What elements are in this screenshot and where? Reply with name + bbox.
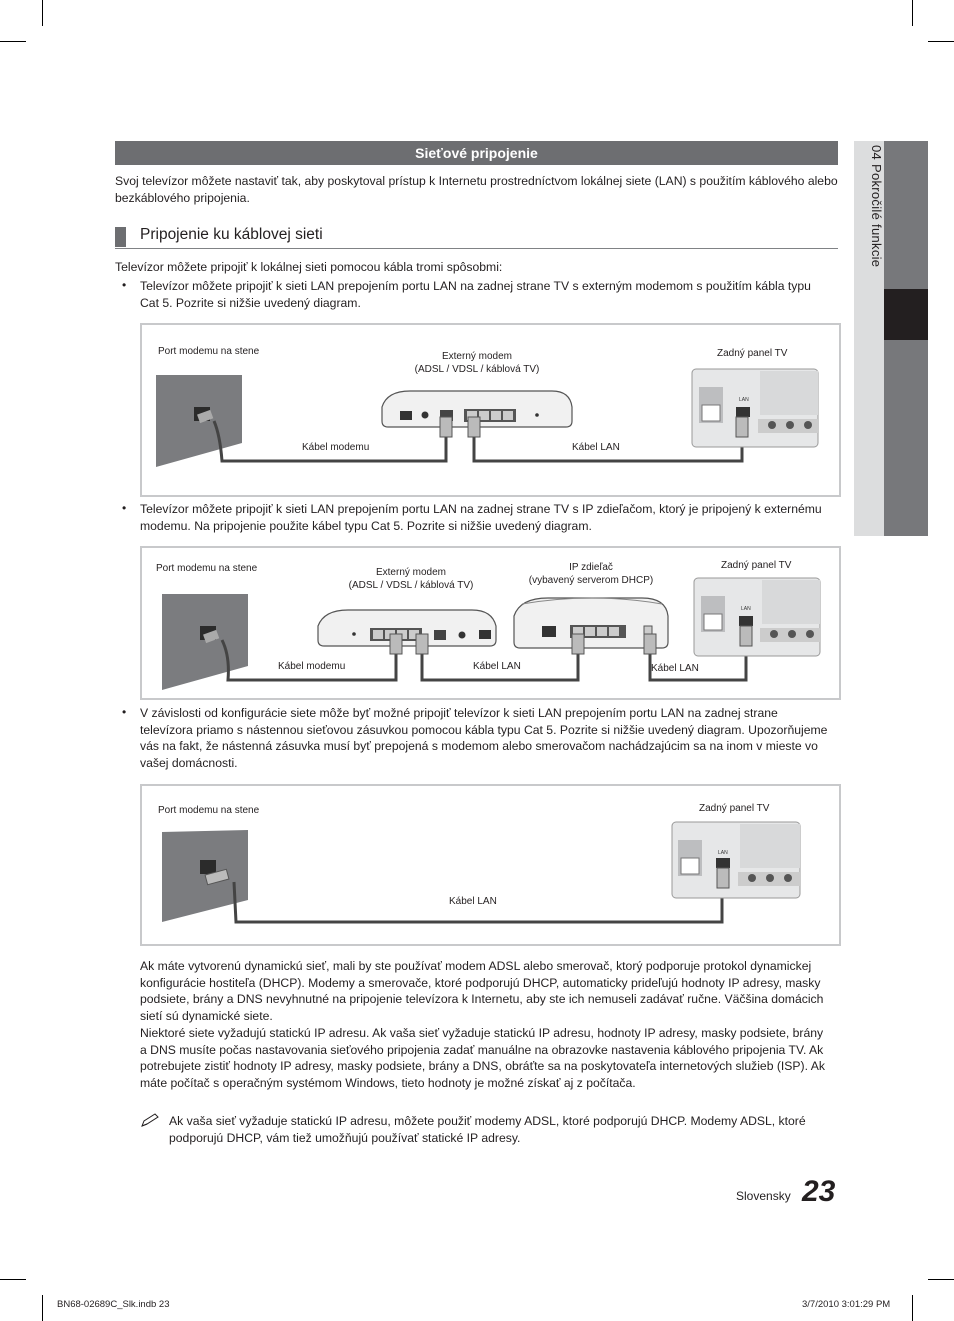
diagram-modem [140, 323, 841, 497]
tv-lan-label: LAN [739, 397, 749, 403]
subheading-text: Pripojenie ku káblovej sieti [140, 226, 323, 243]
ip-sharer-label [516, 561, 666, 587]
bullet-1-text: Televízor môžete pripojiť k sieti LAN prepojením portu LAN na zadnej strane TV s externým modemom s použitím kábla typu Cat 5. Pozrite si nižšie uvedený diagram. [140, 279, 811, 310]
wall-plate [162, 594, 248, 690]
static-network-paragraph: Niektoré siete vyžadujú statickú IP adresu. Ak vaša sieť vyžaduje statickú IP adresu, hodnoty IP adresy, masky podsiete, brány a DNS musíte počas nastavovania sieťového pripojenia zadať manuálne na obrazovke nastavenia káblového pripojenia TV. Ak potrebujete zistiť hodnoty IP adresy, masky podsiete, brány a DNS, obráťte sa na poskytovateľa internetových služieb (ISP). Ak máte počítač s operačným systémom Windows, tieto hodnoty je možné získať aj z počítača. [140, 1026, 825, 1090]
tv-lan-label: LAN [741, 606, 751, 612]
crop-mark [42, 0, 43, 26]
bullet-3-text: V závislosti od konfigurácie siete môže byť možné pripojiť televízor k sieti LAN prepojením portu LAN na zadnej strane televízora priamo s nástennou sieťovou zásuvkou pomocou kábla typu Cat 5. Pozrite si nižšie uvedený diagram. Upozorňujeme vás na fakt, že nástenná zásuvka musí byť prepojená s modemom alebo smerovačom nachádzajúcim sa na inom v mieste vo vašej domácnosti. [140, 706, 828, 770]
modem-label-line2: (ADSL / VDSL / káblová TV) [348, 580, 474, 591]
modem-label-line1: Externý modem [441, 351, 513, 362]
intro-paragraph: Svoj televízor môžete nastaviť tak, aby poskytoval prístup k Internetu prostredníctvom lokálnej siete (LAN) s použitím káblového alebo bezkáblového pripojenia. [115, 174, 838, 205]
modem-label [402, 350, 552, 376]
diagram-sharer [140, 546, 841, 700]
bullet-dot: • [122, 501, 127, 515]
bullet-dot: • [122, 278, 127, 292]
note-text: Ak vaša sieť vyžaduje statickú IP adresu, môžete použiť modemy ADSL, ktoré podporujú DHCP. Modemy ADSL, ktoré podporujú DHCP, vám tiež umožňujú používať statické IP adresy. [169, 1114, 806, 1145]
lead-paragraph: Televízor môžete pripojiť k lokálnej sieti pomocou kábla tromi spôsobmi: [115, 260, 503, 274]
footer-file: BN68-02689C_Slk.indb 23 [57, 1299, 170, 1310]
crop-mark [912, 0, 913, 26]
modem-label-line2: (ADSL / VDSL / káblová TV) [414, 364, 540, 375]
crop-mark [912, 1295, 913, 1321]
active-tab-marker [884, 289, 928, 340]
cable-lan-label: Kábel LAN [572, 442, 620, 453]
subheading [115, 226, 838, 249]
crop-mark [0, 41, 26, 42]
cable-modem-label: Kábel modemu [302, 442, 370, 453]
ip-sharer-label-line1: IP zdieľač [569, 562, 613, 573]
diagram-wall [140, 784, 841, 946]
wall-port-label: Port modemu na stene [158, 346, 260, 357]
pencil-icon [140, 1113, 160, 1129]
dynamic-network-paragraph: Ak máte vytvorenú dynamickú sieť, mali by ste používať modem ADSL alebo smerovač, ktorý podporuje protokol dynamickej konfigurácie hostiteľa (DHCP). Modemy a smerovače, ktoré podporujú DHCP, automaticky prideľujú hodnoty IP adresy, masky podsiete, brány a DNS nevyhnutné na pripojenie televízora k Internetu, aby ste ich nemuseli zadávať ručne. Väčšina domácich sietí sú dynamické siete. [140, 959, 824, 1023]
page-number: 23 [802, 1175, 836, 1208]
tv-panel-label: Zadný panel TV [717, 348, 788, 359]
wall-port-label: Port modemu na stene [158, 805, 260, 816]
crop-mark [928, 1279, 954, 1280]
chapter-side-tab [854, 141, 928, 536]
tv-lan-label: LAN [718, 850, 728, 856]
cable-lan-label: Kábel LAN [449, 896, 497, 907]
crop-mark [42, 1295, 43, 1321]
section-banner: Sieťové pripojenie [115, 141, 838, 165]
cable-lan1-label: Kábel LAN [473, 661, 521, 672]
bullet-dot: • [122, 705, 127, 719]
wall-port-label: Port modemu na stene [156, 563, 258, 574]
ip-sharer-label-line2: (vybavený serverom DHCP) [528, 575, 654, 586]
tv-panel-label: Zadný panel TV [721, 560, 792, 571]
crop-mark [0, 1279, 26, 1280]
modem-label [336, 566, 486, 592]
cable-modem-label: Kábel modemu [278, 661, 346, 672]
wall-jack [200, 860, 216, 874]
cable-lan2-label: Kábel LAN [651, 663, 699, 674]
language-label: Slovensky [736, 1189, 791, 1203]
tv-panel-label: Zadný panel TV [699, 803, 770, 814]
crop-mark [928, 41, 954, 42]
subheading-bar [115, 227, 126, 247]
modem-label-line1: Externý modem [375, 567, 447, 578]
bullet-2-text: Televízor môžete pripojiť k sieti LAN prepojením portu LAN na zadnej strane TV s IP zdieľačom, ktorý je pripojený k externému modemu. Na pripojenie použite kábel typu Cat 5. Pozrite si nižšie uvedený diagram. [140, 502, 822, 533]
footer-date: 3/7/2010 3:01:29 PM [802, 1299, 891, 1310]
chapter-label: 04 Pokročilé funkcie [869, 145, 884, 268]
